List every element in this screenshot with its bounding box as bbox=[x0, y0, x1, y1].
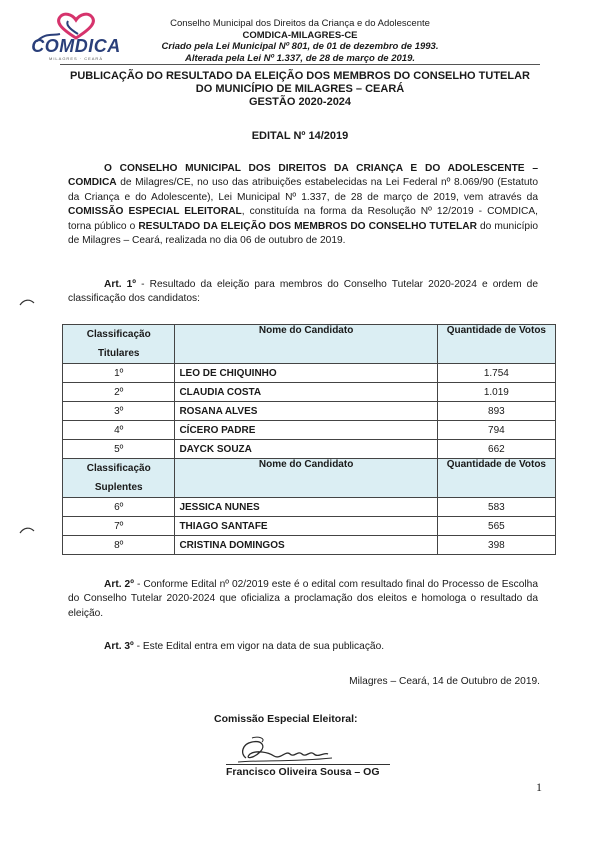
rank-cell: 7º bbox=[63, 517, 175, 536]
suplentes-rows bbox=[63, 498, 556, 555]
council-name: Conselho Municipal dos Direitos da Criança e do Adolescente bbox=[170, 18, 430, 29]
suplentes-header-row bbox=[63, 459, 556, 498]
candidate-name-cell: ROSANA ALVES bbox=[175, 402, 437, 421]
candidate-name-cell: DAYCK SOUZA bbox=[175, 440, 437, 459]
table-row bbox=[63, 498, 556, 517]
vote-count-cell: 893 bbox=[437, 402, 555, 421]
header-divider bbox=[60, 64, 540, 65]
rank-cell: 5º bbox=[63, 440, 175, 459]
edital-number: EDITAL Nº 14/2019 bbox=[251, 130, 349, 142]
vote-count-cell: 662 bbox=[437, 440, 555, 459]
intro-bold-3: RESULTADO DA ELEIÇÃO DOS MEMBROS DO CONSELHO TUTELAR bbox=[138, 220, 477, 232]
punch-mark bbox=[18, 526, 36, 534]
intro-text-1: de Milagres/CE, no uso das atribuições estabelecidas na Lei Federal nº 8.069/90 (Estatuto da Criança e do Adolescente), Lei Municipal Nº 1.337, de 28 de março de 2019, vem através da bbox=[68, 177, 538, 203]
header-candidate-name: Nome do Candidato bbox=[175, 459, 437, 498]
article-3 bbox=[68, 640, 538, 654]
header-vote-count: Quantidade de Votos bbox=[437, 459, 555, 498]
punch-mark bbox=[18, 298, 36, 306]
table-row bbox=[63, 402, 556, 421]
article-3-text: - Este Edital entra em vigor na data de sua publicação. bbox=[133, 641, 385, 652]
table-row bbox=[63, 517, 556, 536]
rank-cell: 6º bbox=[63, 498, 175, 517]
candidate-name-cell: LEO DE CHIQUINHO bbox=[175, 364, 437, 383]
rank-cell: 4º bbox=[63, 421, 175, 440]
rank-cell: 2º bbox=[63, 383, 175, 402]
header-vote-count: Quantidade de Votos bbox=[437, 325, 555, 364]
table-row bbox=[63, 536, 556, 555]
candidate-name-cell: CÍCERO PADRE bbox=[175, 421, 437, 440]
rank-cell: 1º bbox=[63, 364, 175, 383]
header-classification-suplentes: Classificação Suplentes bbox=[63, 459, 175, 498]
titulares-header-row bbox=[63, 325, 556, 364]
creation-law: Criado pela Lei Municipal Nº 801, de 01 de dezembro de 1993. bbox=[161, 41, 439, 52]
header-candidate-name: Nome do Candidato bbox=[175, 325, 437, 364]
candidate-name-cell: CRISTINA DOMINGOS bbox=[175, 536, 437, 555]
place-and-date: Milagres – Ceará, 14 de Outubro de 2019. bbox=[349, 676, 540, 687]
intro-text-2: , constituída na forma da Resolução Nº 12/2019 - COMDICA, torna público o bbox=[68, 206, 539, 232]
article-3-label: Art. 3º bbox=[104, 641, 134, 652]
council-acronym: COMDICA-MILAGRES-CE bbox=[242, 29, 358, 41]
article-2 bbox=[68, 578, 538, 621]
intro-bold-1: O CONSELHO MUNICIPAL DOS DIREITOS DA CRIANÇA E DO ADOLESCENTE – COMDICA bbox=[68, 163, 538, 189]
intro-text-3: do município de Milagres – Ceará, realizada no dia 06 de outubro de 2019. bbox=[68, 220, 538, 247]
intro-bold-2: COMISSÃO ESPECIAL ELEITORAL bbox=[68, 206, 242, 218]
vote-count-cell: 583 bbox=[437, 498, 555, 517]
article-2-text: - Conforme Edital nº 02/2019 este é o edital com resultado final do Processo de Escolha do Conselho Tutelar 2020-2024 que oficializa a proclamação dos eleitos e homologa o resultado da eleição. bbox=[68, 579, 538, 619]
intro-paragraph bbox=[68, 162, 538, 248]
article-2-label: Art. 2º bbox=[104, 579, 134, 590]
rank-cell: 3º bbox=[63, 402, 175, 421]
vote-count-cell: 794 bbox=[437, 421, 555, 440]
vote-count-cell: 1.754 bbox=[437, 364, 555, 383]
title-line-2: DO MUNICÍPIO DE MILAGRES – CEARÁ bbox=[195, 83, 405, 95]
table-row bbox=[63, 364, 556, 383]
article-1-text: - Resultado da eleição para membros do Conselho Tutelar 2020-2024 e ordem de classificação dos candidatos: bbox=[68, 279, 539, 305]
committee-label: Comissão Especial Eleitoral: bbox=[214, 713, 358, 725]
titulares-rows bbox=[63, 364, 556, 459]
handwritten-signature bbox=[232, 732, 342, 768]
signer-name: Francisco Oliveira Sousa – OG bbox=[226, 766, 380, 778]
signature-line bbox=[226, 764, 390, 765]
table-row bbox=[63, 421, 556, 440]
title-line-3: GESTÃO 2020-2024 bbox=[248, 96, 352, 108]
publication-title bbox=[60, 70, 540, 109]
vote-count-cell: 1.019 bbox=[437, 383, 555, 402]
results-table bbox=[62, 324, 556, 555]
candidate-name-cell: JESSICA NUNES bbox=[175, 498, 437, 517]
rank-cell: 8º bbox=[63, 536, 175, 555]
amendment-law: Alterada pela Lei Nº 1.337, de 28 de março de 2019. bbox=[185, 52, 415, 64]
candidate-name-cell: THIAGO SANTAFE bbox=[175, 517, 437, 536]
title-line-1: PUBLICAÇÃO DO RESULTADO DA ELEIÇÃO DOS MEMBROS DO CONSELHO TUTELAR bbox=[70, 70, 530, 82]
logo-subtext: MILAGRES · CEARÁ bbox=[48, 56, 103, 61]
table-row bbox=[63, 440, 556, 459]
vote-count-cell: 565 bbox=[437, 517, 555, 536]
page-number: 1 bbox=[536, 780, 542, 794]
comdica-logo bbox=[16, 12, 136, 64]
article-1 bbox=[68, 278, 538, 307]
logo-text: COMDICA bbox=[31, 36, 121, 56]
article-1-label: Art. 1º bbox=[104, 279, 137, 290]
table-row bbox=[63, 383, 556, 402]
letterhead bbox=[140, 18, 460, 64]
vote-count-cell: 398 bbox=[437, 536, 555, 555]
header-classification-titulares: Classificação Titulares bbox=[63, 325, 175, 364]
candidate-name-cell: CLAUDIA COSTA bbox=[175, 383, 437, 402]
